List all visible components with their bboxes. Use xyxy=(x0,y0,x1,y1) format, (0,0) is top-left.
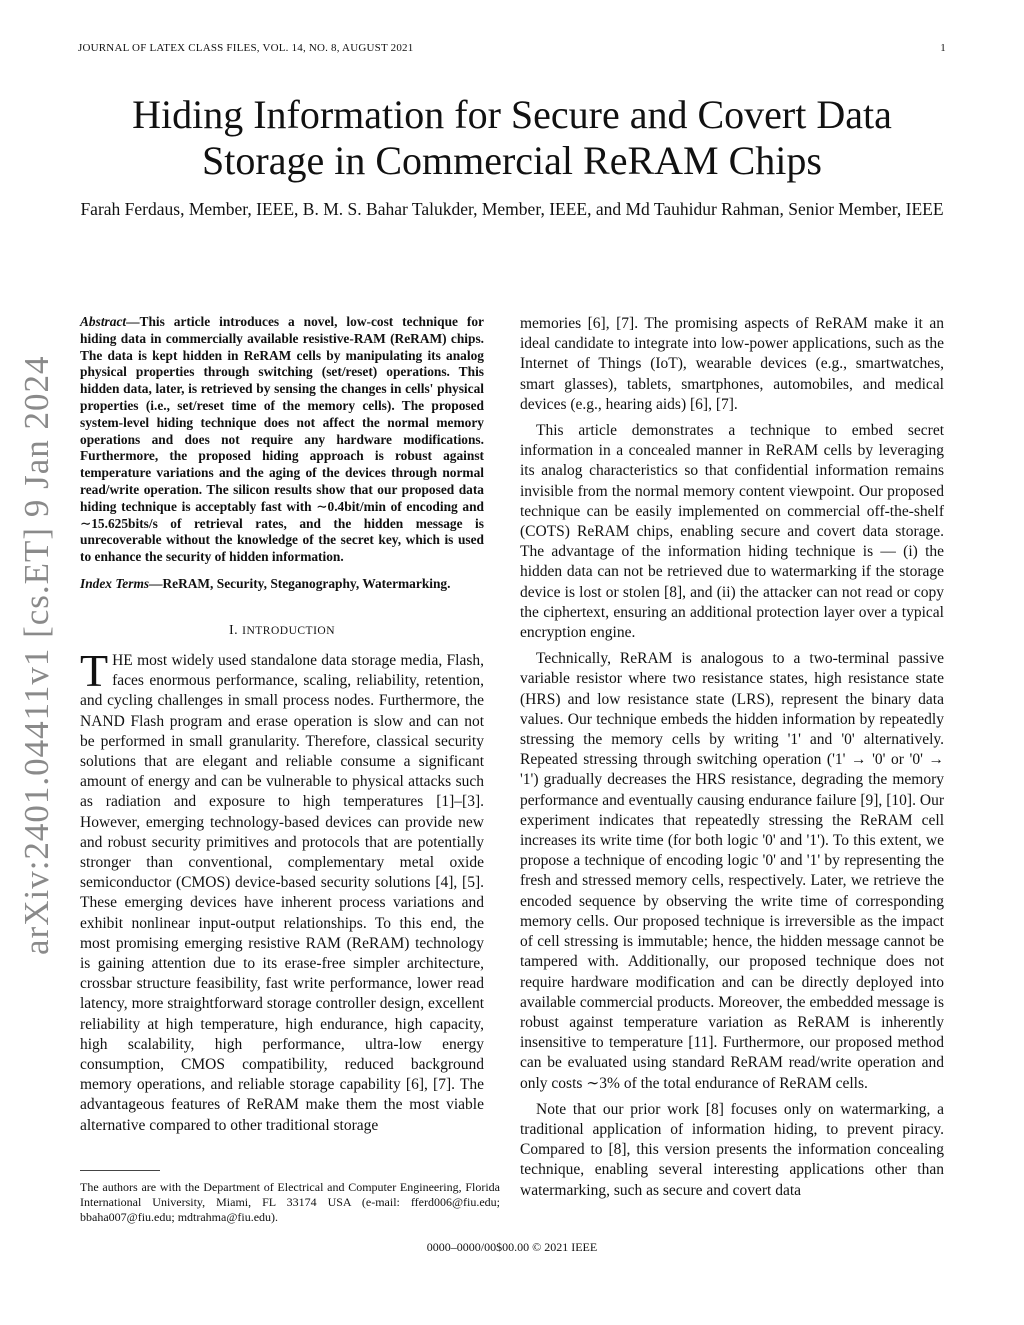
intro-paragraph-1-text: HE most widely used standalone data storage media, Flash, faces enormous performance, scaling, reliability, retention, and cycling challenges in small process nodes. Furthermore, the NAND Flash program and erase operation is slow and can not be performed in small granularity. Therefore, classical security solutions that are elegant and reliable consume a significant amount of energy and can be vulnerable to physical attacks such as radiation and exposure to high temperatures [1]–[3]. However, emerging technology-based devices can provide new and robust security primitives and protocols that are potentially stronger than conventional, complementary metal oxide semiconductor (CMOS) device-based security solutions [4], [5]. These emerging devices have inherent process variations and exhibit nonlinear input-output relationships. To this end, the most promising emerging resistive RAM (ReRAM) technology is gaining attention due to its erase-free simpler architecture, crossbar structure feasibility, fast write performance, lower read latency, more straightforward storage controller design, excellent reliability at high temperature, high endurance, high capacity, high scalability, high performance, ultra-low energy consumption, CMOS compatibility, reduced background memory operations, and reliable storage capability [6], [7]. The advantageous features of ReRAM make them the most viable alternative compared to other traditional storage xyxy=(80,651,484,1134)
author-affiliation-footnote: The authors are with the Department of Electrical and Computer Engineering, Florida International University, Miami, FL 33174 USA (e-mail: fferd006@fiu.edu; bbaha007@fiu.edu; mdtrahma@fiu.edu). xyxy=(80,1180,500,1224)
index-terms xyxy=(80,576,484,593)
intro-paragraph-1 xyxy=(80,644,484,1136)
running-head xyxy=(78,42,946,56)
drop-cap: T xyxy=(80,644,109,696)
page-number: 1 xyxy=(940,42,946,54)
copyright-line: 0000–0000/00$00.00 © 2021 IEEE xyxy=(426,1240,598,1254)
paper-title: Hiding Information for Secure and Covert Data Storage in Commercial ReRAM Chips xyxy=(132,92,892,183)
right-paragraph-1: This article demonstrates a technique to embed secret information in a concealed manner in ReRAM cells by leveraging its analog characteristics so that confidential information remains invisible from the normal memory content viewpoint. Our proposed technique can be easily implemented on commercial off-the-shelf (COTS) ReRAM chips, enabling secure and covert data storage. The advantage of the information hiding technique is — (i) the hidden data can not be retrieved due to watermarking if the storage device is lost or stolen [8], and (ii) the attacker can not read or copy the ciphertext, ensuring an additional protection layer over a typical encryption engine. xyxy=(520,422,944,642)
abstract-text: —This article introduces a novel, low-cost technique for hiding data in commercially available resistive-RAM (ReRAM) chips. The data is kept hidden in ReRAM cells by manipulating its analog physical properties through switching (set/reset) operations. This hidden data, later, is retrieved by sensing the changes in cells' physical properties (i.e., set/reset time of the memory cells). The proposed system-level hiding technique does not affect the normal memory operations and does not require any hardware modifications. Furthermore, the proposed hiding approach is robust against temperature variations and the aging of the devices through normal read/write operation. The silicon results show that our proposed data hiding technique is acceptably fast with ∼0.4bit/min of encoding and ∼15.625bits/s of retrieval rates, and the hidden message is unrecoverable without the knowledge of the secret key, which is used to enhance the security of hidden information. xyxy=(80,314,484,565)
right-paragraph-0: memories [6], [7]. The promising aspects of ReRAM make it an ideal candidate to integrate into low-power applications, such as the Internet of Things (IoT), wearable devices (e.g., smartwatches, smart glasses), tablets, smartphones, automobiles, and medical devices (e.g., hearing aids) [6], [7]. xyxy=(520,315,944,413)
journal-header: JOURNAL OF LATEX CLASS FILES, VOL. 14, NO. 8, AUGUST 2021 xyxy=(78,42,414,54)
section-number: I. xyxy=(228,622,239,638)
abstract xyxy=(80,314,484,566)
abstract-label: Abstract xyxy=(80,314,127,329)
arxiv-stamp: arXiv:2401.04411v1 [cs.ET] 9 Jan 2024 xyxy=(17,355,56,955)
right-paragraph-2: Technically, ReRAM is analogous to a two-terminal passive variable resistor where two resistance states, high resistance state (HRS) and low resistance state (LRS), represent the binary data values. Our technique embeds the hidden information by repeatedly stressing the memory cells by writing '1' and '0' alternatively. Repeated stressing through switching operation ('1' → '0' or '0' → '1') gradually decreases the HRS resistance, degrading the memory performance and eventually causing endurance failure [9], [10]. Our experiment indicates that repeatedly stressing the ReRAM cell increases its write time (for both logic '0' and '1'). To this extent, we propose a technique of encoding logic '0' and '1' by representing the fresh and stressed memory cells, respectively. Later, we retrieve the encoded sequence by observing the write time of corresponding memory cells. Our proposed technique is irreversible as the impact of cell stressing is immutable; hence, the hidden message cannot be tampered with. Additionally, our proposed technique does not require hardware modification and can be directly deployed into available commercial products. Moreover, the embedded message is robust against temperature variation as ReRAM is inherently insensitive to temperature [11]. Furthermore, our proposed method can be evaluated using standard ReRAM read/write operation and only costs ∼3% of the total endurance of ReRAM cells. xyxy=(520,650,944,1092)
author-list: Farah Ferdaus, Member, IEEE, B. M. S. Bahar Talukder, Member, IEEE, and Md Tauhidur Rahman, Senior Member, IEEE xyxy=(80,199,944,219)
right-column xyxy=(520,314,944,1201)
section-heading xyxy=(80,621,484,641)
footnote-rule xyxy=(80,1170,160,1171)
index-terms-label: Index Terms xyxy=(80,575,150,591)
left-column xyxy=(80,314,484,1136)
index-terms-text: —ReRAM, Security, Steganography, Watermarking. xyxy=(149,575,451,591)
right-paragraph-3: Note that our prior work [8] focuses only on watermarking, a traditional application of information hiding, to prevent piracy. Compared to [8], this version presents the information concealing technique, enabling several interesting applications other than watermarking, such as secure and covert data xyxy=(520,1100,944,1199)
section-title: INTRODUCTION xyxy=(242,624,336,637)
